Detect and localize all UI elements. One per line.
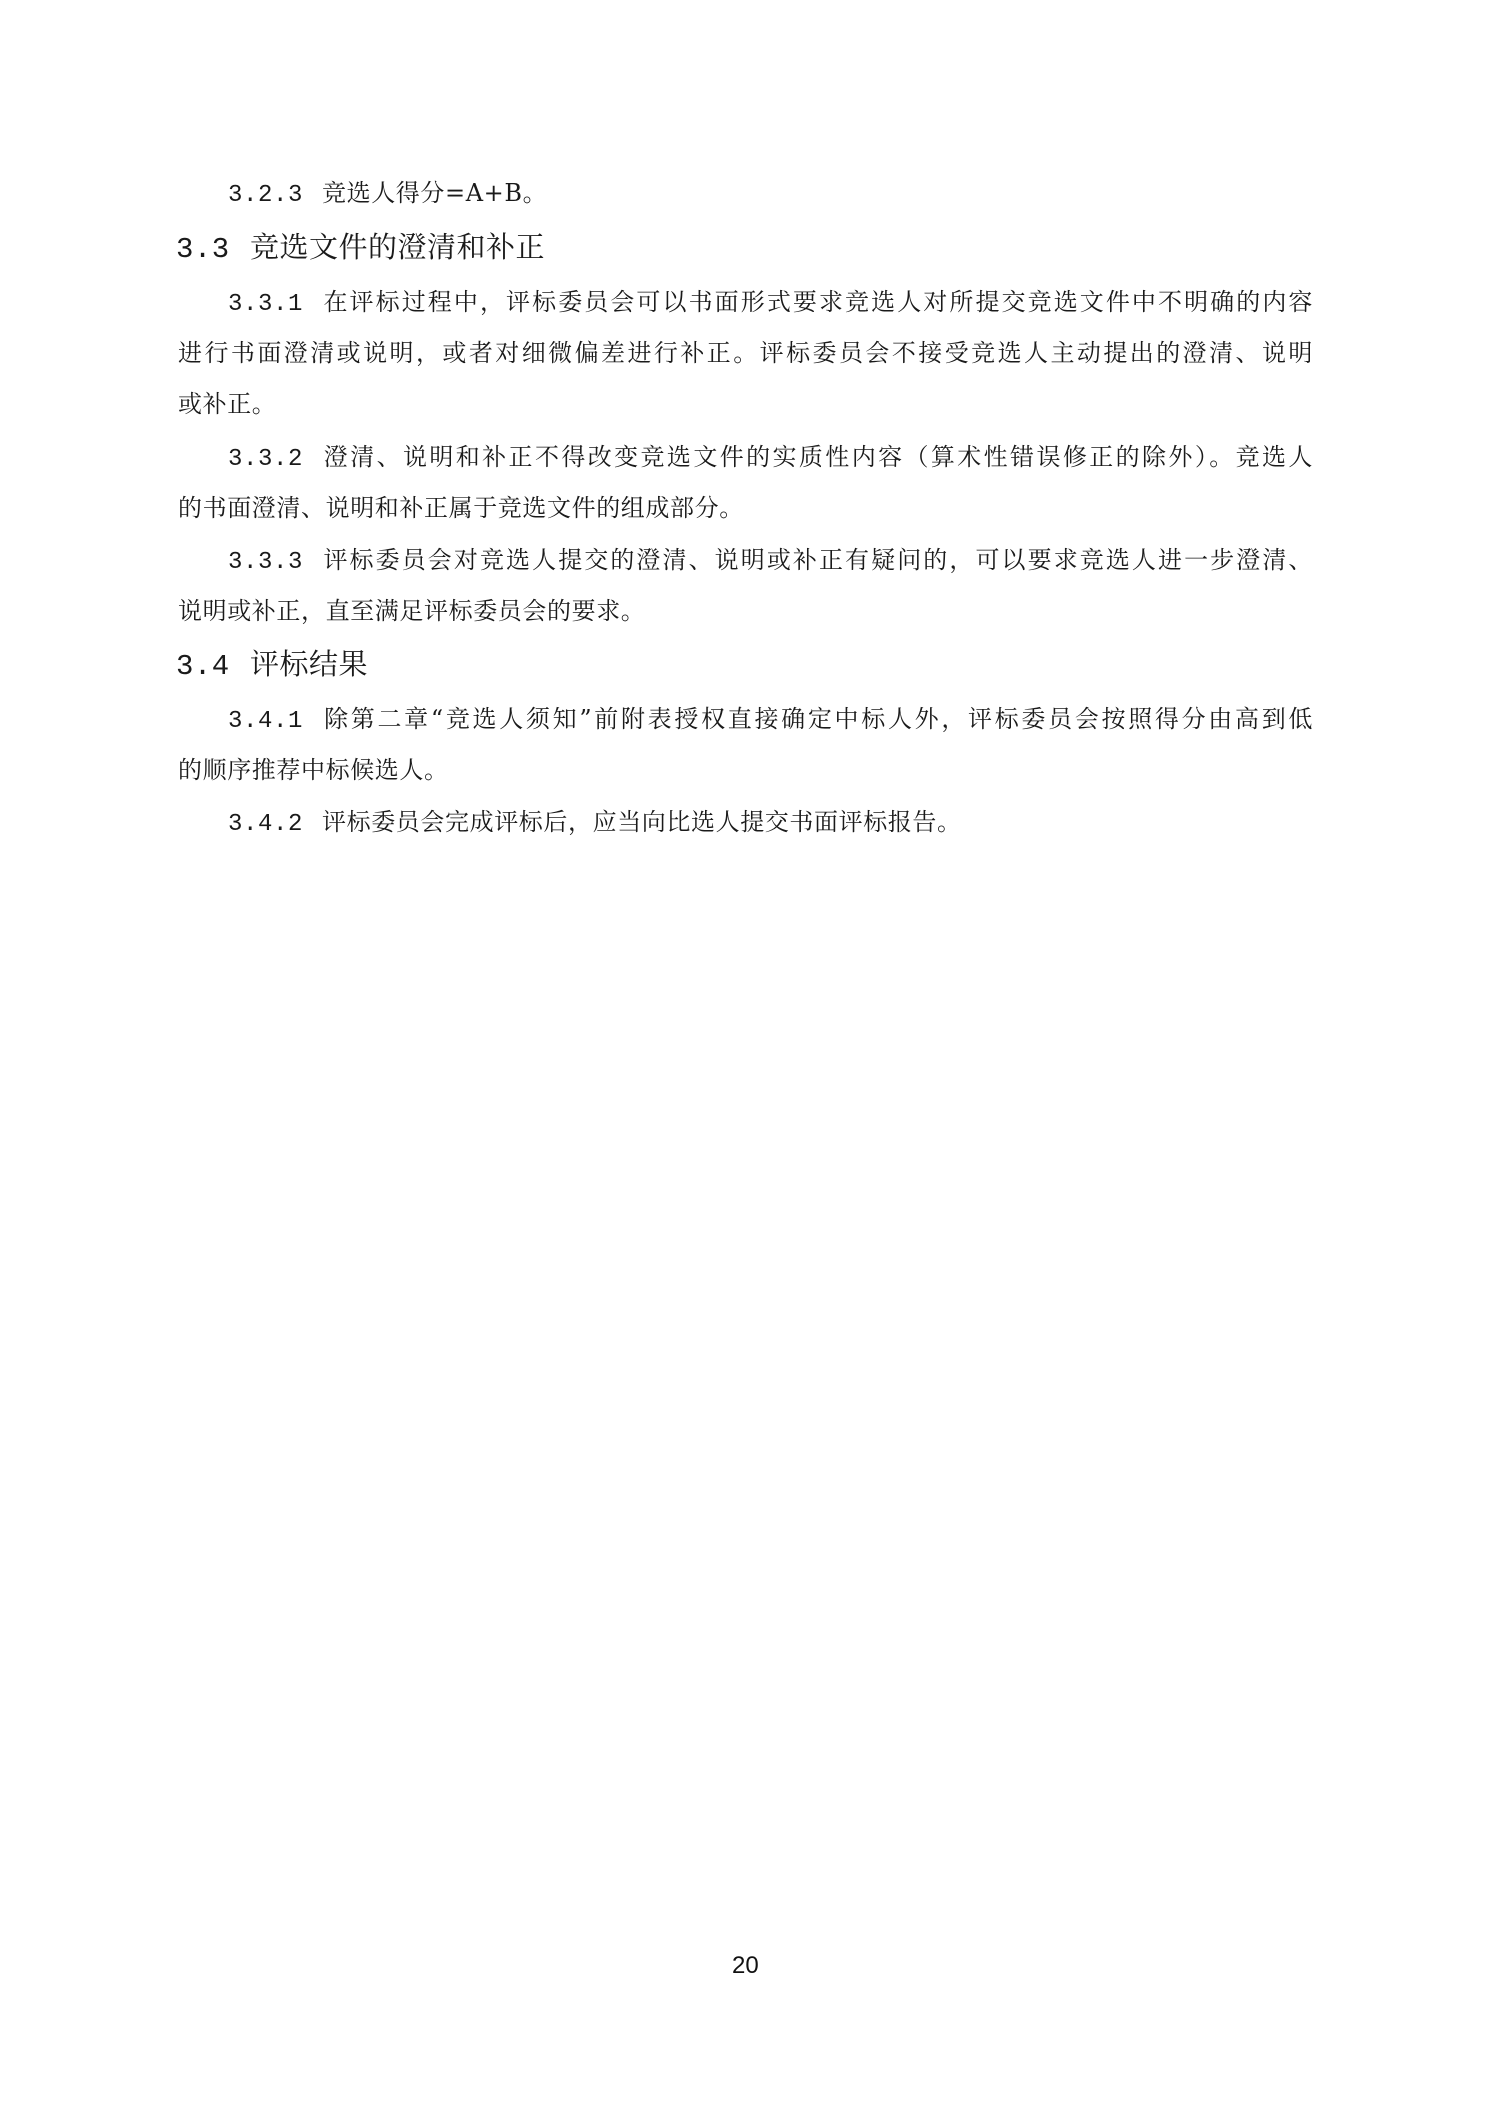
clause-text: 评标委员会对竞选人提交的澄清、说明或补正有疑问的，可以要求竞选人进一步澄清、 xyxy=(322,546,1313,574)
clause-3-4-1-line-1 xyxy=(228,702,1313,739)
clause-text: 评标委员会完成评标后，应当向比选人提交书面评标报告。 xyxy=(322,808,962,836)
clause-3-3-3-line-1 xyxy=(228,543,1313,580)
clause-number: 3.3.3 xyxy=(228,549,304,576)
clause-number: 3.3.1 xyxy=(228,291,304,318)
clause-3-4-1-line-2: 的顺序推荐中标候选人。 xyxy=(178,756,449,784)
clause-text: 竞选人得分=A+B。 xyxy=(322,179,548,207)
section-heading-3-4 xyxy=(176,645,1311,686)
clause-3-3-1-line-3: 或补正。 xyxy=(178,390,277,418)
section-title: 竞选文件的澄清和补正 xyxy=(250,230,546,264)
section-number: 3.4 xyxy=(176,650,230,683)
clause-number: 3.4.2 xyxy=(228,811,304,838)
section-heading-3-3 xyxy=(176,228,1311,269)
clause-number: 3.4.1 xyxy=(228,708,304,735)
section-number: 3.3 xyxy=(176,233,230,266)
page-number: 20 xyxy=(732,1952,759,1979)
clause-text: 除第二章“竞选人须知”前附表授权直接确定中标人外，评标委员会按照得分由高到低 xyxy=(322,705,1313,733)
section-title: 评标结果 xyxy=(250,647,369,681)
clause-3-2-3 xyxy=(228,176,1363,213)
clause-3-3-2-line-2: 的书面澄清、说明和补正属于竞选文件的组成部分。 xyxy=(178,494,744,522)
clause-text: 澄清、说明和补正不得改变竞选文件的实质性内容（算术性错误修正的除外）。竞选人 xyxy=(322,443,1313,471)
clause-3-4-2-line-1 xyxy=(228,805,1363,842)
clause-text: 在评标过程中，评标委员会可以书面形式要求竞选人对所提交竞选文件中不明确的内容 xyxy=(322,288,1313,316)
clause-3-3-3-line-2: 说明或补正，直至满足评标委员会的要求。 xyxy=(178,597,646,625)
clause-number: 3.3.2 xyxy=(228,446,304,473)
clause-number: 3.2.3 xyxy=(228,182,304,209)
clause-3-3-1-line-2: 进行书面澄清或说明，或者对细微偏差进行补正。评标委员会不接受竞选人主动提出的澄清、说明 xyxy=(178,339,1313,367)
clause-3-3-2-line-1 xyxy=(228,440,1313,477)
clause-3-3-1-line-1 xyxy=(228,285,1313,322)
